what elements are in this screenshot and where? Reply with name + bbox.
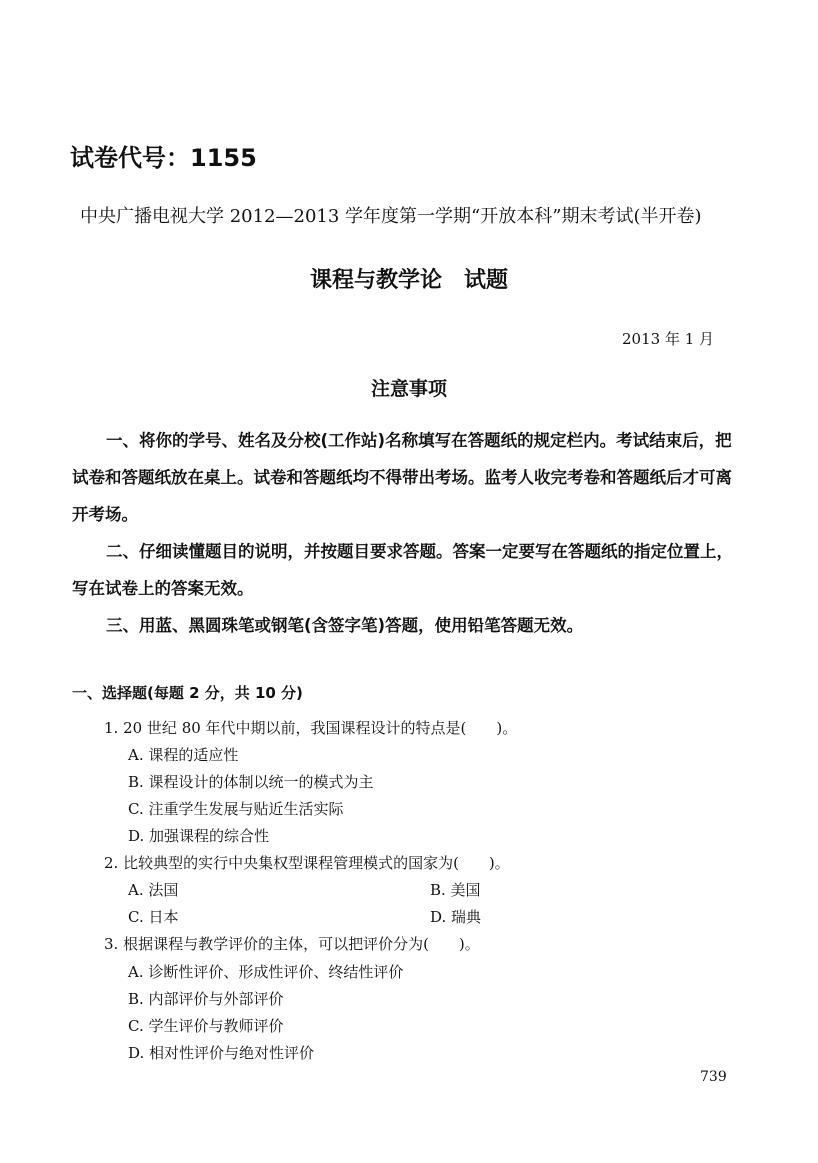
notice-item-3: 三、用蓝、黑圆珠笔或钢笔(含签字笔)答题，使用铅笔答题无效。 xyxy=(106,616,584,635)
notice-title: 注意事项 xyxy=(370,378,447,400)
page-title: 课程与教学论 试题 xyxy=(309,268,508,293)
question-3-option-d: D. 相对性评价与绝对性评价 xyxy=(128,1044,315,1062)
question-3-option-a: A. 诊断性评价、形成性评价、终结性评价 xyxy=(128,963,404,981)
exam-date: 2013 年 1 月 xyxy=(622,330,715,348)
question-1-option-b: B. 课程设计的体制以统一的模式为主 xyxy=(128,773,374,791)
section-heading: 一、选择题(每题 2 分，共 10 分) xyxy=(72,684,303,702)
question-3-option-c: C. 学生评价与教师评价 xyxy=(128,1017,284,1035)
paper-code: 试卷代号：1155 xyxy=(70,144,257,172)
question-3-stem: 3. 根据课程与教学评价的主体，可以把评价分为( )。 xyxy=(104,935,480,953)
notice-item-2: 二、仔细读懂题目的说明，并按题目要求答题。答案一定要写在答题纸的指定位置上，写在试卷上的答案无效。 xyxy=(72,542,733,598)
question-1-option-c: C. 注重学生发展与贴近生活实际 xyxy=(128,800,344,818)
notice-item-1: 一、将你的学号、姓名及分校(工作站)名称填写在答题纸的规定栏内。考试结束后，把试卷和答题纸放在桌上。试卷和答题纸均不得带出考场。监考人收完考卷和答题纸后才可离开考场。 xyxy=(72,431,732,524)
exam-header-line: 中央广播电视大学 2012—2013 学年度第一学期“开放本科”期末考试(半开卷) xyxy=(80,206,702,227)
question-2-option-c: C. 日本 xyxy=(128,908,179,926)
question-1-stem: 1. 20 世纪 80 年代中期以前，我国课程设计的特点是( )。 xyxy=(104,719,518,737)
question-3-option-b: B. 内部评价与外部评价 xyxy=(128,990,284,1008)
question-1-option-d: D. 加强课程的综合性 xyxy=(128,827,270,845)
question-2-option-b: B. 美国 xyxy=(430,881,481,899)
question-2-option-a: A. 法国 xyxy=(128,881,179,899)
page-number: 739 xyxy=(700,1069,727,1085)
question-2-stem: 2. 比较典型的实行中央集权型课程管理模式的国家为( )。 xyxy=(104,854,510,872)
question-1-option-a: A. 课程的适应性 xyxy=(128,746,239,764)
question-2-option-d: D. 瑞典 xyxy=(430,908,482,926)
